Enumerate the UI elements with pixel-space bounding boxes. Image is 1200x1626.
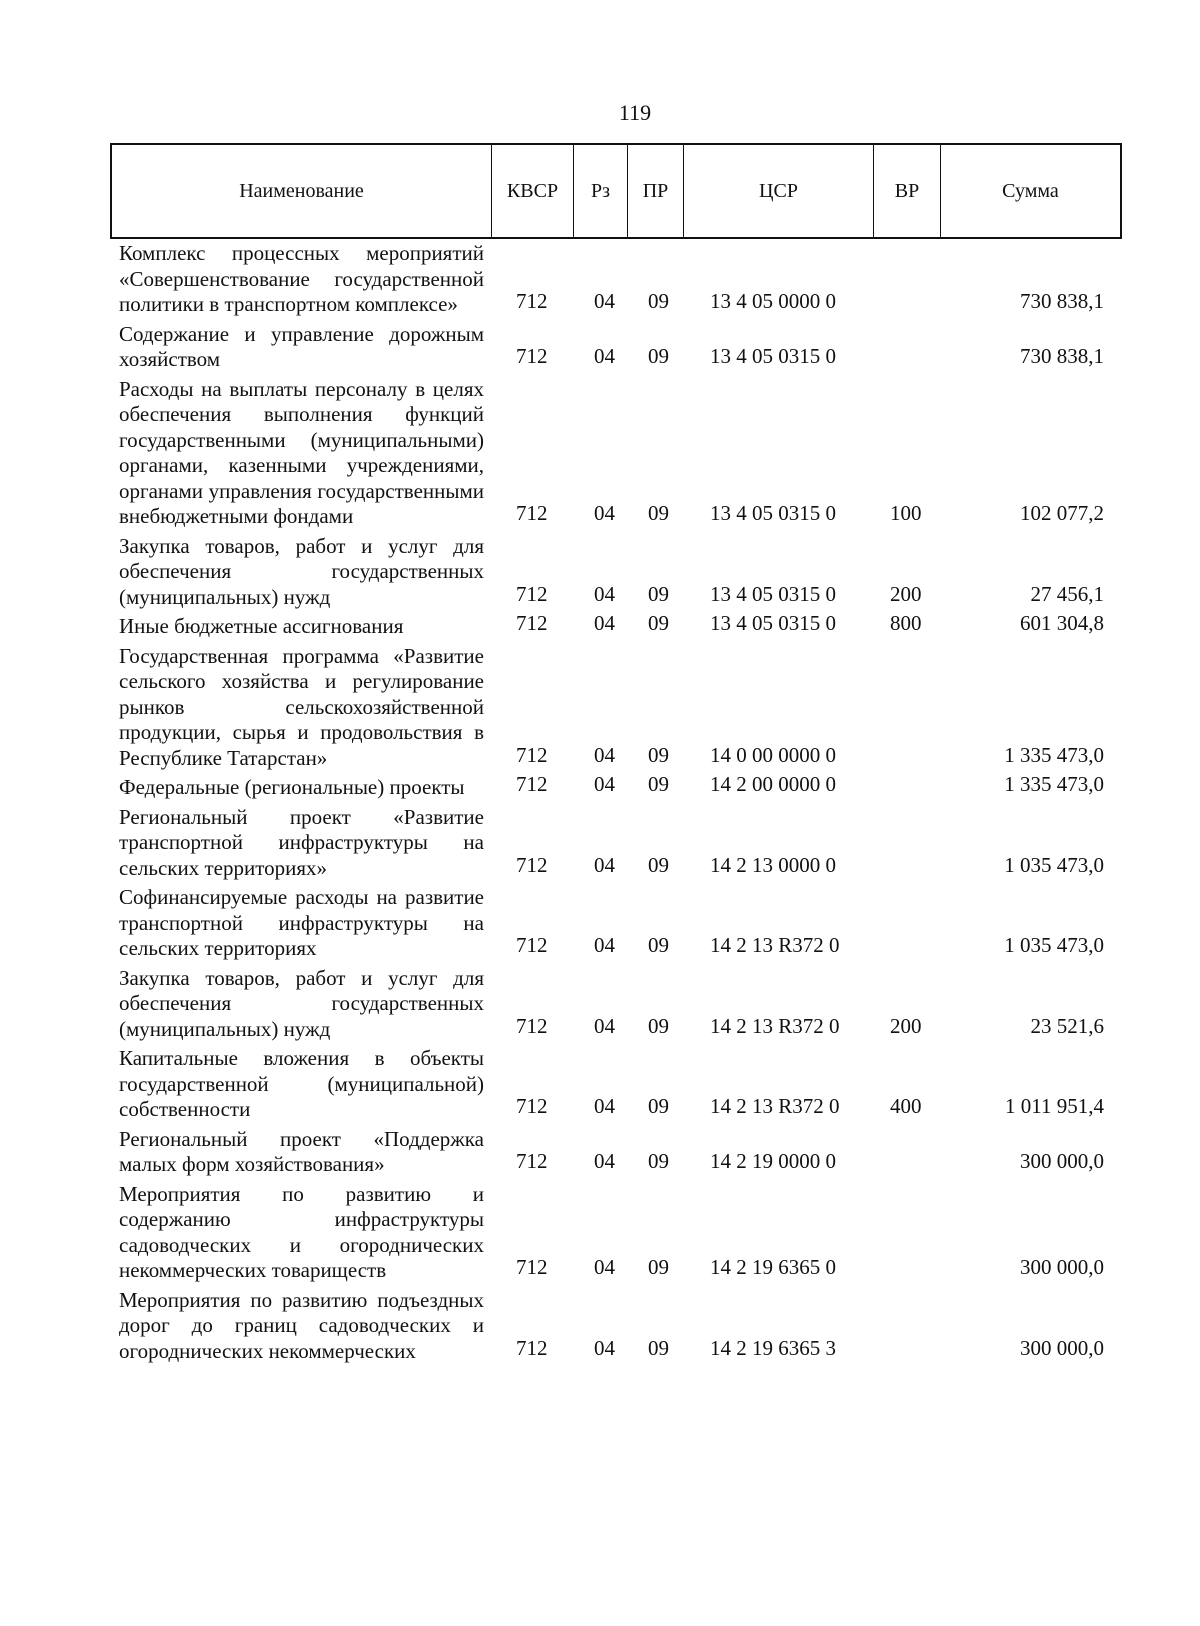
row-sum: 1 011 951,4 (1005, 1094, 1104, 1118)
row-csr: 14 2 13 R372 0 (710, 933, 840, 957)
row-sum: 1 035 473,0 (1004, 933, 1104, 957)
table-row (0, 534, 1200, 611)
row-pr: 09 (648, 1335, 669, 1360)
row-rz: 04 (594, 1255, 615, 1279)
row-kvsr: 712 (516, 1013, 548, 1038)
row-kvsr: 712 (516, 772, 548, 796)
row-csr: 14 2 13 R372 0 (710, 1013, 840, 1038)
row-csr: 14 2 19 0000 0 (710, 1149, 836, 1173)
row-csr: 14 2 19 6365 0 (710, 1255, 836, 1279)
row-rz: 04 (594, 501, 615, 525)
row-rz: 04 (594, 1013, 615, 1038)
table-row (0, 805, 1200, 882)
header-name: Наименование (112, 145, 492, 237)
row-csr: 13 4 05 0315 0 (710, 344, 836, 368)
row-sum: 1 335 473,0 (1004, 772, 1104, 796)
header-kvsr: КВСР (492, 145, 574, 237)
row-name: Содержание и управление дорожным хозяйством (119, 321, 484, 371)
row-rz: 04 (594, 1094, 615, 1118)
table-row (0, 322, 1200, 373)
row-sum: 23 521,6 (1030, 1013, 1104, 1038)
row-sum: 300 000,0 (1020, 1335, 1104, 1360)
row-kvsr: 712 (516, 1094, 548, 1118)
row-rz: 04 (594, 611, 615, 635)
row-csr: 14 0 00 0000 0 (710, 742, 836, 767)
row-kvsr: 712 (516, 933, 548, 957)
row-kvsr: 712 (516, 344, 548, 368)
row-pr: 09 (648, 344, 669, 368)
row-sum: 601 304,8 (1020, 611, 1104, 635)
row-rz: 04 (594, 581, 615, 606)
page-number: 119 (618, 100, 652, 125)
table-row (0, 241, 1200, 318)
row-sum: 300 000,0 (1020, 1149, 1104, 1173)
row-name: Иные бюджетные ассигнования (119, 614, 404, 638)
table-row (0, 611, 1200, 640)
row-kvsr: 712 (516, 852, 548, 877)
row-pr: 09 (648, 742, 669, 767)
row-rz: 04 (594, 742, 615, 767)
row-rz: 04 (594, 1149, 615, 1173)
row-sum: 730 838,1 (1020, 344, 1104, 368)
table-row (0, 1046, 1200, 1123)
row-pr: 09 (648, 1094, 669, 1118)
row-rz: 04 (594, 1335, 615, 1360)
row-vr: 400 (890, 1094, 922, 1118)
row-csr: 13 4 05 0315 0 (710, 581, 836, 606)
row-kvsr: 712 (516, 501, 548, 525)
row-pr: 09 (648, 501, 669, 525)
row-rz: 04 (594, 772, 615, 796)
row-name: Мероприятия по развитию и содержанию инфраструктуры садоводческих и огороднических некоммерческих товариществ (119, 1181, 484, 1282)
row-kvsr: 712 (516, 1255, 548, 1279)
row-pr: 09 (648, 933, 669, 957)
row-kvsr: 712 (516, 289, 548, 313)
row-sum: 1 335 473,0 (1004, 742, 1104, 767)
row-kvsr: 712 (516, 742, 548, 767)
row-sum: 1 035 473,0 (1004, 852, 1104, 877)
row-csr: 13 4 05 0000 0 (710, 289, 836, 313)
row-pr: 09 (648, 1255, 669, 1279)
header-sum: Сумма (1002, 179, 1059, 202)
row-pr: 09 (648, 581, 669, 606)
header-rz: Рз (574, 145, 628, 237)
row-name: Капитальные вложения в объекты государственной (муниципальной) собственности (119, 1046, 484, 1121)
row-name: Закупка товаров, работ и услуг для обеспечения государственных (муниципальных) нужд (119, 965, 484, 1041)
header-vr: ВР (874, 145, 941, 237)
row-kvsr: 712 (516, 611, 548, 635)
row-pr: 09 (648, 1013, 669, 1038)
row-pr: 09 (648, 772, 669, 796)
table-body (0, 241, 1200, 1364)
row-rz: 04 (594, 344, 615, 368)
table-row (0, 885, 1200, 962)
row-pr: 09 (648, 852, 669, 877)
row-pr: 09 (648, 289, 669, 313)
row-name: Софинансируемые расходы на развитие транспортной инфраструктуры на сельских территориях (119, 885, 484, 960)
row-name: Федеральные (региональные) проекты (119, 775, 465, 799)
row-sum: 102 077,2 (1020, 501, 1104, 525)
row-kvsr: 712 (516, 1149, 548, 1173)
table-header (110, 143, 1122, 239)
row-vr: 200 (890, 1013, 922, 1038)
row-csr: 14 2 19 6365 3 (710, 1335, 836, 1360)
header-pr: ПР (628, 145, 684, 237)
row-name: Расходы на выплаты персоналу в целях обеспечения выполнения функций государственными (муниципальными) органами, казенными учреждениями, органами управления государственными внебюджетными фондами (119, 376, 484, 528)
row-vr: 200 (890, 581, 922, 606)
row-name: Закупка товаров, работ и услуг для обеспечения государственных (муниципальных) нужд (119, 533, 484, 609)
table-row (0, 772, 1200, 801)
row-rz: 04 (594, 289, 615, 313)
row-name: Региональный проект «Поддержка малых форм хозяйствования» (119, 1126, 484, 1176)
table-row (0, 1288, 1200, 1365)
row-rz: 04 (594, 933, 615, 957)
row-rz: 04 (594, 852, 615, 877)
row-sum: 730 838,1 (1020, 289, 1104, 313)
row-csr: 13 4 05 0315 0 (710, 611, 836, 635)
row-name: Мероприятия по развитию подъездных дорог до границ садоводческих и огороднических некоммерческих (119, 1287, 484, 1363)
row-vr: 800 (890, 611, 922, 635)
table-row (0, 644, 1200, 772)
row-vr: 100 (890, 501, 922, 525)
row-csr: 13 4 05 0315 0 (710, 501, 836, 525)
row-sum: 27 456,1 (1030, 581, 1104, 606)
row-sum: 300 000,0 (1020, 1255, 1104, 1279)
row-csr: 14 2 13 0000 0 (710, 852, 836, 877)
row-pr: 09 (648, 1149, 669, 1173)
table-row (0, 377, 1200, 530)
row-name: Комплекс процессных мероприятий «Совершенствование государственной политики в транспортном комплексе» (119, 241, 484, 316)
table-row (0, 1127, 1200, 1178)
row-name: Региональный проект «Развитие транспортной инфраструктуры на сельских территориях» (119, 804, 484, 880)
row-kvsr: 712 (516, 1335, 548, 1360)
table-row (0, 1182, 1200, 1284)
row-csr: 14 2 13 R372 0 (710, 1094, 840, 1118)
row-csr: 14 2 00 0000 0 (710, 772, 836, 796)
table-row (0, 966, 1200, 1043)
row-pr: 09 (648, 611, 669, 635)
row-kvsr: 712 (516, 581, 548, 606)
header-csr: ЦСР (684, 145, 874, 237)
row-name: Государственная программа «Развитие сельского хозяйства и регулирование рынков сельскохозяйственной продукции, сырья и продовольствия в Республике Татарстан» (119, 643, 484, 770)
